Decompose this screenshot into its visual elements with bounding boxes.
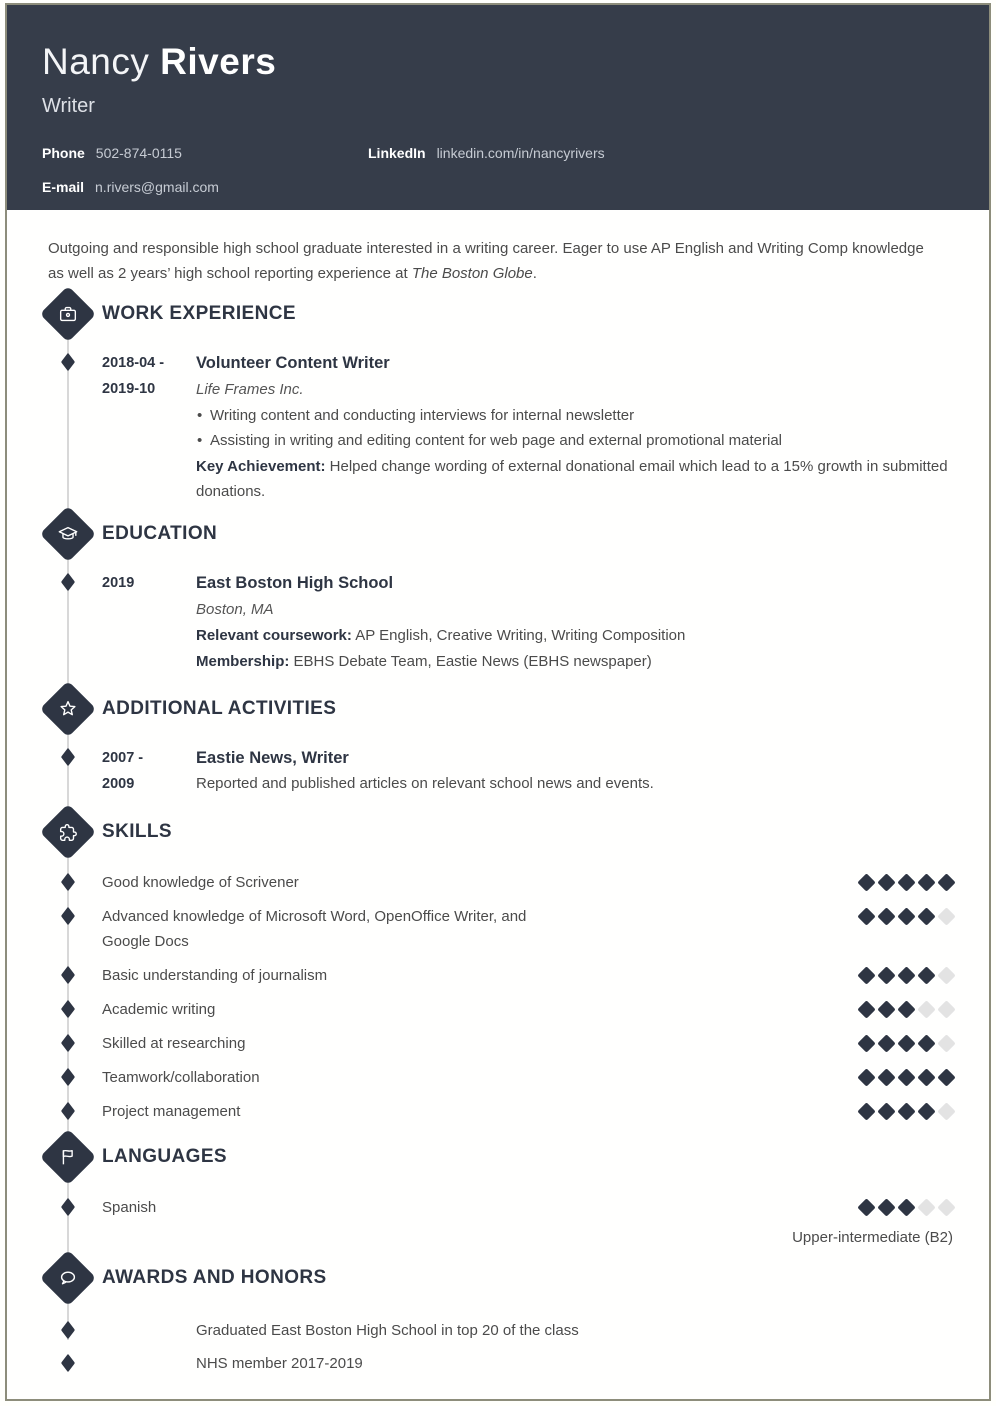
skill-rating <box>860 870 953 889</box>
key-achievement-label: Key Achievement: <box>196 458 326 475</box>
page-frame <box>5 3 991 1401</box>
email-label: E-mail <box>42 178 85 195</box>
rating-diamond-filled <box>877 1068 895 1086</box>
section-title: LANGUAGES <box>102 1146 227 1167</box>
rating-diamond-filled <box>877 907 895 925</box>
skill-label: Project management <box>102 1103 241 1120</box>
education-dates <box>102 570 196 674</box>
briefcase-icon <box>40 286 97 343</box>
last-name: Rivers <box>160 41 277 82</box>
key-achievement-text: Helped change wording of external donational email which lead to a 15% growth in submitted donations. <box>196 458 948 500</box>
rating-diamond-filled <box>917 1068 935 1086</box>
timeline-diamond-bullet <box>61 1102 75 1120</box>
skill-row <box>7 900 989 959</box>
linkedin-row <box>368 145 949 161</box>
section-title: WORK EXPERIENCE <box>102 303 296 324</box>
job-title: Writer <box>42 94 95 117</box>
rating-diamond-filled <box>857 873 875 891</box>
timeline-diamond-bullet <box>61 966 75 984</box>
linkedin-value: linkedin.com/in/nancyrivers <box>436 144 605 161</box>
rating-diamond-empty <box>937 1198 955 1216</box>
star-icon <box>40 681 97 738</box>
rating-diamond-filled <box>897 1198 915 1216</box>
date-from: 2018-04 - <box>102 355 165 371</box>
phone-value: 502-874-0115 <box>95 144 182 161</box>
rating-diamond-filled <box>857 1000 875 1018</box>
award-row <box>7 1347 989 1380</box>
rating-diamond-filled <box>857 1102 875 1120</box>
skill-label: Good knowledge of Scrivener <box>102 874 299 891</box>
award-text: NHS member 2017-2019 <box>196 1355 363 1372</box>
activity-description: Reported and published articles on relevant school news and events. <box>196 775 654 792</box>
rating-diamond-filled <box>877 873 895 891</box>
work-entry <box>7 350 989 504</box>
linkedin-label: LinkedIn <box>368 144 426 161</box>
section-title: EDUCATION <box>102 523 218 544</box>
timeline-diamond-bullet <box>61 573 75 591</box>
rating-diamond-filled <box>897 1102 915 1120</box>
phone-label: Phone <box>42 144 85 161</box>
timeline-diamond-bullet <box>61 873 75 891</box>
resume-body <box>7 286 989 1380</box>
timeline-diamond-bullet <box>61 1034 75 1052</box>
section-header-awards <box>7 1250 989 1306</box>
graduation-cap-icon <box>40 506 97 563</box>
membership-value: EBHS Debate Team, Eastie News (EBHS newspaper) <box>289 653 652 670</box>
education-entry <box>7 570 989 674</box>
language-rating <box>860 1195 953 1214</box>
rating-diamond-empty <box>917 1000 935 1018</box>
skill-row <box>7 866 989 900</box>
rating-diamond-filled <box>897 873 915 891</box>
rating-diamond-filled <box>917 873 935 891</box>
contact-info <box>42 145 949 195</box>
timeline-diamond-bullet <box>61 1000 75 1018</box>
rating-diamond-filled <box>937 1068 955 1086</box>
activities-entry-body <box>196 745 953 797</box>
languages-list <box>7 1191 989 1250</box>
work-entry-body <box>196 350 953 504</box>
skill-rating <box>860 1031 953 1050</box>
timeline-diamond-bullet <box>61 1068 75 1086</box>
rating-diamond-empty <box>937 966 955 984</box>
summary-italic-text: The Boston Globe <box>411 265 533 282</box>
skill-row <box>7 993 989 1027</box>
rating-diamond-filled <box>877 1198 895 1216</box>
school-name: East Boston High School <box>196 574 394 592</box>
summary-suffix: . <box>532 265 537 282</box>
summary-paragraph <box>7 210 989 286</box>
rating-diamond-empty <box>937 1000 955 1018</box>
summary-text: Outgoing and responsible high school graduate interested in a writing career. Eager to use AP English and Writing Comp knowledge as well as 2 years’ high school reporting experience at <box>48 240 924 282</box>
activities-dates <box>102 745 196 797</box>
skill-rating <box>860 1065 953 1084</box>
section-header-additional-activities <box>7 681 989 737</box>
rating-diamond-filled <box>897 1000 915 1018</box>
language-level: Upper-intermediate (B2) <box>792 1229 953 1246</box>
rating-diamond-empty <box>937 1102 955 1120</box>
language-label: Spanish <box>102 1199 157 1216</box>
section-title: ADDITIONAL ACTIVITIES <box>102 698 337 719</box>
date-to: 2019-10 <box>102 381 156 397</box>
skill-row <box>7 1061 989 1095</box>
speech-bubble-icon <box>40 1250 97 1307</box>
membership-label: Membership: <box>196 653 290 670</box>
skill-rating <box>860 904 953 923</box>
skill-label: Teamwork/collaboration <box>102 1069 260 1086</box>
skill-row <box>7 1095 989 1129</box>
rating-diamond-filled <box>917 907 935 925</box>
date-to: 2009 <box>102 776 135 792</box>
rating-diamond-filled <box>877 1034 895 1052</box>
date-from: 2007 - <box>102 750 144 766</box>
timeline-diamond-bullet <box>61 353 75 371</box>
work-bullet-list <box>196 403 953 453</box>
timeline-diamond-bullet <box>61 907 75 925</box>
timeline-diamond-bullet <box>61 1354 75 1372</box>
work-bullet-item: • Assisting in writing and editing content for web page and external promotional material <box>196 428 953 453</box>
section-header-languages <box>7 1129 989 1185</box>
rating-diamond-empty <box>917 1198 935 1216</box>
puzzle-icon <box>40 804 97 861</box>
rating-diamond-filled <box>897 1068 915 1086</box>
skill-label: Advanced knowledge of Microsoft Word, OpenOffice Writer, and Google Docs <box>102 908 527 950</box>
section-header-work-experience <box>7 286 989 342</box>
rating-diamond-filled <box>877 1102 895 1120</box>
timeline-diamond-bullet <box>61 1198 75 1216</box>
rating-diamond-filled <box>917 1102 935 1120</box>
work-bullet-item: • Writing content and conducting interviews for internal newsletter <box>196 403 953 428</box>
coursework-line <box>196 623 953 648</box>
rating-diamond-filled <box>857 1034 875 1052</box>
coursework-label: Relevant coursework: <box>196 627 352 644</box>
phone-row <box>42 145 368 161</box>
skills-list <box>7 866 989 1129</box>
email-value: n.rivers@gmail.com <box>95 178 219 195</box>
timeline-diamond-bullet <box>61 1321 75 1339</box>
rating-diamond-filled <box>917 966 935 984</box>
resume-header <box>7 5 989 210</box>
rating-diamond-filled <box>857 1068 875 1086</box>
rating-diamond-filled <box>897 1034 915 1052</box>
activities-entry <box>7 745 989 797</box>
skill-rating <box>860 997 953 1016</box>
award-row <box>7 1314 989 1347</box>
email-row <box>42 179 368 195</box>
skill-label: Academic writing <box>102 1001 216 1018</box>
award-text: Graduated East Boston High School in top 20 of the class <box>196 1322 579 1339</box>
membership-line <box>196 649 953 674</box>
skill-rating <box>860 1099 953 1118</box>
rating-diamond-filled <box>857 1198 875 1216</box>
section-title: SKILLS <box>102 821 172 842</box>
school-location: Boston, MA <box>196 601 274 618</box>
rating-diamond-filled <box>897 907 915 925</box>
section-header-education <box>7 506 989 562</box>
rating-diamond-filled <box>917 1034 935 1052</box>
rating-diamond-filled <box>877 966 895 984</box>
skill-label: Basic understanding of journalism <box>102 967 328 984</box>
rating-diamond-filled <box>877 1000 895 1018</box>
flag-icon <box>40 1129 97 1186</box>
rating-diamond-empty <box>937 907 955 925</box>
rating-diamond-filled <box>937 873 955 891</box>
rating-diamond-empty <box>937 1034 955 1052</box>
section-header-skills <box>7 804 989 860</box>
work-company: Life Frames Inc. <box>196 381 304 398</box>
first-name: Nancy <box>42 41 150 82</box>
rating-diamond-filled <box>857 966 875 984</box>
work-title: Volunteer Content Writer <box>196 354 390 372</box>
skill-row <box>7 959 989 993</box>
date: 2019 <box>102 575 135 591</box>
timeline-diamond-bullet <box>61 748 75 766</box>
work-key-achievement <box>196 454 953 504</box>
work-dates <box>102 350 196 504</box>
rating-diamond-filled <box>857 907 875 925</box>
education-entry-body <box>196 570 953 674</box>
language-row <box>7 1191 989 1225</box>
rating-diamond-filled <box>897 966 915 984</box>
coursework-value: AP English, Creative Writing, Writing Composition <box>351 627 686 644</box>
activity-title: Eastie News, Writer <box>196 749 349 767</box>
awards-list <box>7 1314 989 1380</box>
skill-label: Skilled at researching <box>102 1035 246 1052</box>
section-title: AWARDS AND HONORS <box>102 1267 327 1288</box>
person-name <box>42 41 949 84</box>
skill-row <box>7 1027 989 1061</box>
skill-rating <box>860 963 953 982</box>
